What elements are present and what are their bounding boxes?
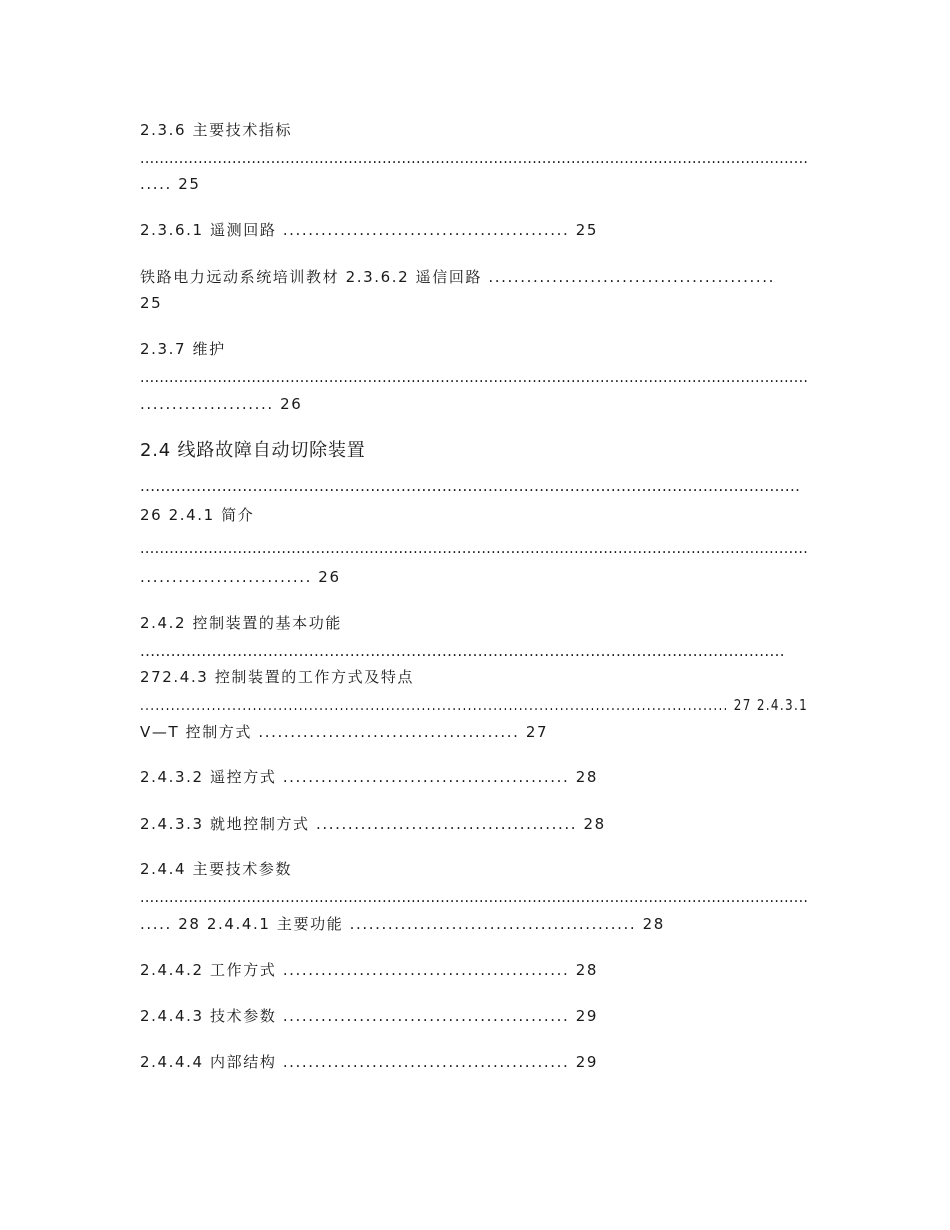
toc-entry-2-4-4-2: 2.4.4.2 工作方式 ............................................. 28 xyxy=(140,961,599,979)
toc-leader-dots: .......................................................................................................................................... xyxy=(140,888,809,906)
toc-page-number: 25 xyxy=(140,294,163,312)
toc-entry-2-4-3-1: ................................................................................................................... 27 2.4.3.1 xyxy=(140,696,809,714)
toc-entry-2-4-4-4: 2.4.4.4 内部结构 ............................................. 29 xyxy=(140,1053,599,1071)
toc-entry-2-4-2: 2.4.2 控制装置的基本功能 xyxy=(140,614,342,632)
toc-section-heading-2-4: 2.4 线路故障自动切除装置 xyxy=(140,440,366,461)
toc-entry-2-4-4-3: 2.4.4.3 技术参数 ............................................. 29 xyxy=(140,1007,599,1025)
toc-leader-dots: ......................................................................................................................................... xyxy=(140,539,809,557)
toc-entry-2-3-6-1: 2.3.6.1 遥测回路 ............................................. 25 xyxy=(140,221,599,239)
toc-entry-2-4-3-3: 2.4.3.3 就地控制方式 ......................................... 28 xyxy=(140,815,606,833)
toc-entry-vt-control: V—T 控制方式 ......................................... 27 xyxy=(140,723,549,741)
toc-entry-2-4-1: 26 2.4.1 简介 xyxy=(140,506,255,524)
toc-entry-2-4-3-2: 2.4.3.2 遥控方式 ............................................. 28 xyxy=(140,768,599,786)
toc-leader-dots: .......................................................................................................................................... xyxy=(140,368,809,386)
toc-entry-2-4-4-1: ..... 28 2.4.4.1 主要功能 ............................................. 28 xyxy=(140,915,665,933)
toc-leader-dots: .......................................................................................................................................... xyxy=(140,149,809,167)
toc-leader-dots: .............................................................................................................................. xyxy=(140,642,785,660)
toc-entry-2-3-7: 2.3.7 维护 xyxy=(140,340,226,358)
toc-entry-2-4-4: 2.4.4 主要技术参数 xyxy=(140,860,293,878)
toc-leader-dots: ................................................................................................................................. xyxy=(140,477,801,495)
toc-page-number: ........................... 26 xyxy=(140,568,341,586)
toc-entry-2-4-3: 272.4.3 控制装置的工作方式及特点 xyxy=(140,668,415,686)
toc-entry-2-3-6: 2.3.6 主要技术指标 xyxy=(140,121,293,139)
toc-page-number: ..... 25 xyxy=(140,175,201,193)
toc-page-number: ..................... 26 xyxy=(140,395,303,413)
toc-entry-2-3-6-2: 铁路电力远动系统培训教材 2.3.6.2 遥信回路 ............................................. xyxy=(140,268,775,286)
